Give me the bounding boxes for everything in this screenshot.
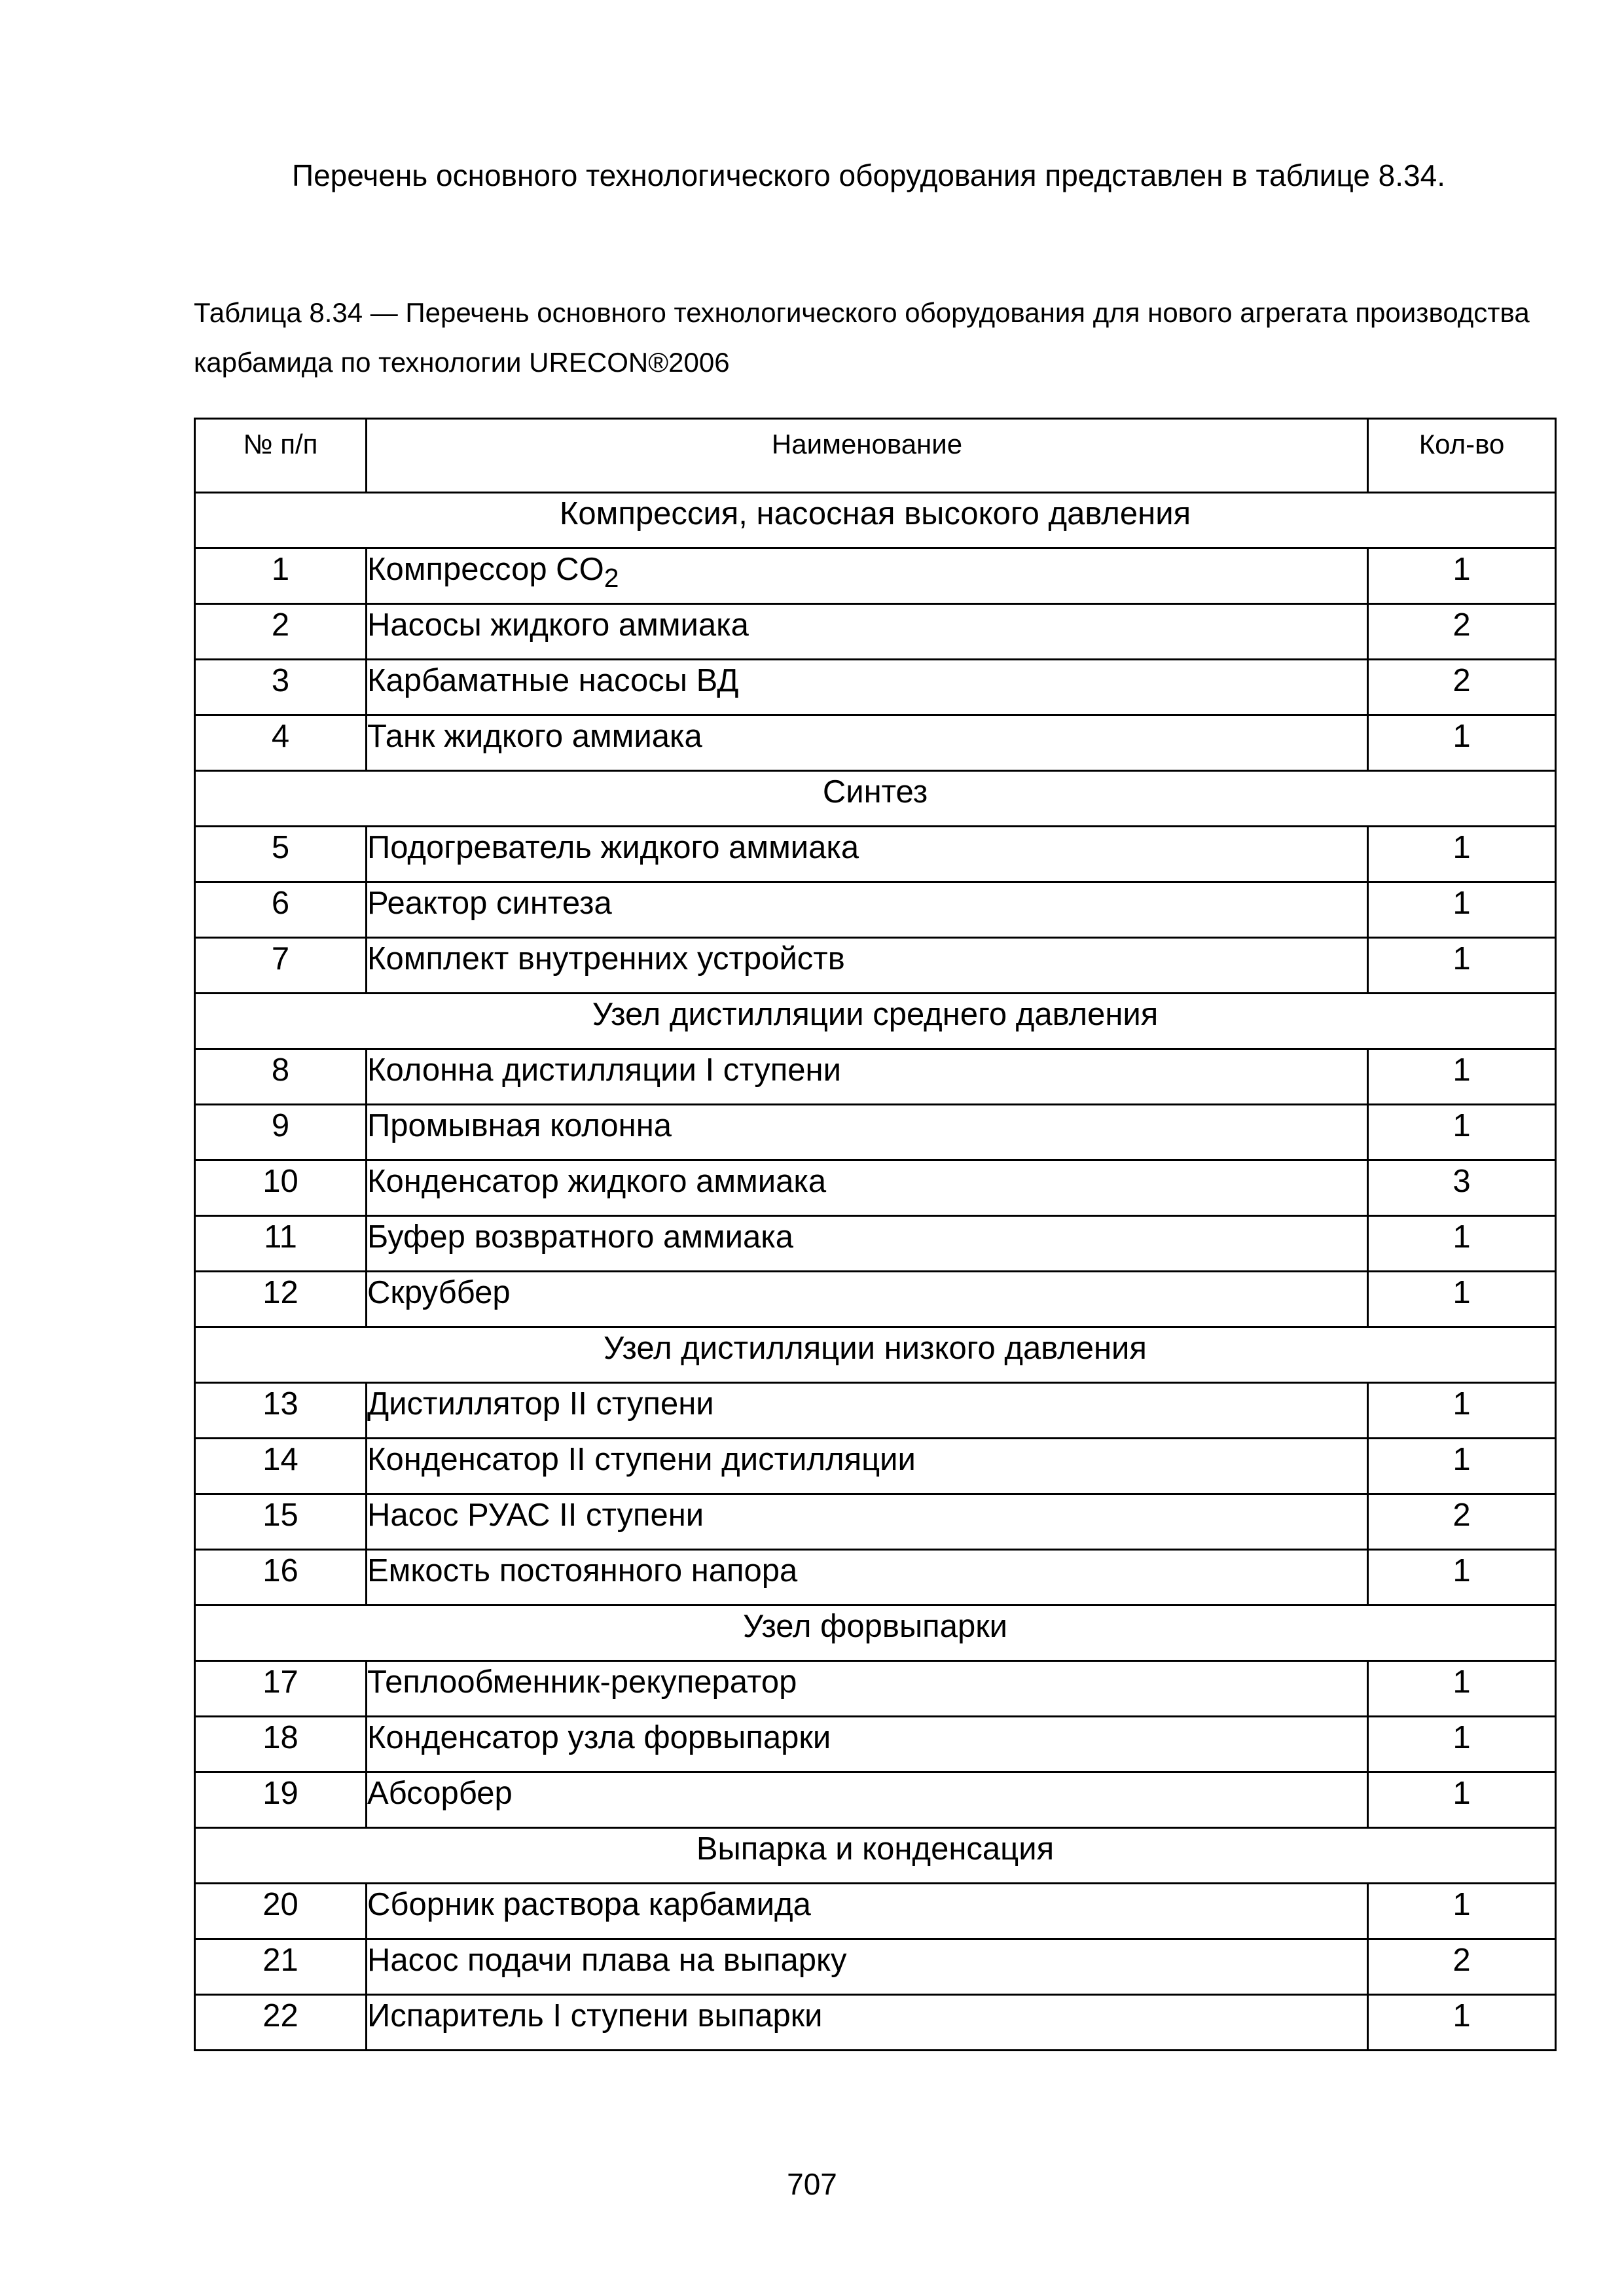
header-name: Наименование — [367, 419, 1368, 493]
row-number: 12 — [195, 1272, 367, 1327]
table-row — [195, 604, 1556, 660]
row-quantity: 1 — [1368, 1550, 1556, 1605]
page-number: 707 — [787, 2167, 837, 2201]
table-row — [195, 1105, 1556, 1160]
section-row — [195, 493, 1556, 548]
header-quantity: Кол-во — [1368, 419, 1556, 493]
row-name-cell — [367, 1717, 1368, 1772]
row-quantity: 1 — [1368, 1995, 1556, 2051]
row-name: Теплообменник-рекуператор — [367, 1664, 797, 1700]
row-name: Сборник раствора карбамида — [367, 1887, 811, 1922]
row-number: 4 — [195, 715, 367, 771]
row-number: 19 — [195, 1772, 367, 1828]
row-name: Испаритель I ступени выпарки — [367, 1998, 823, 2034]
row-name-cell — [367, 548, 1368, 604]
row-name-cell — [367, 1550, 1368, 1605]
table-caption: Таблица 8.34 — Перечень основного технологического оборудования для нового агрегата производства карбамида по технологии URECON®2006 — [194, 297, 1530, 378]
section-title: Узел дистилляции низкого давления — [195, 1327, 1556, 1383]
row-number: 13 — [195, 1383, 367, 1439]
section-row — [195, 1828, 1556, 1884]
row-name-subscript: 2 — [604, 562, 619, 593]
row-name: Насос РУАС II ступени — [367, 1498, 704, 1533]
section-row — [195, 771, 1556, 827]
row-quantity: 2 — [1368, 660, 1556, 715]
section-title: Узел дистилляции среднего давления — [195, 994, 1556, 1049]
row-name: Скруббер — [367, 1275, 511, 1310]
section-title: Синтез — [195, 771, 1556, 827]
row-quantity: 1 — [1368, 827, 1556, 882]
row-quantity: 1 — [1368, 1049, 1556, 1105]
equipment-table — [194, 418, 1557, 2051]
table-row — [195, 1995, 1556, 2051]
row-quantity: 1 — [1368, 1717, 1556, 1772]
row-quantity: 1 — [1368, 548, 1556, 604]
row-quantity: 1 — [1368, 1216, 1556, 1272]
row-quantity: 1 — [1368, 1383, 1556, 1439]
row-name: Насос подачи плава на выпарку — [367, 1943, 847, 1978]
table-row — [195, 1772, 1556, 1828]
row-number: 14 — [195, 1439, 367, 1494]
row-quantity: 1 — [1368, 715, 1556, 771]
row-number: 18 — [195, 1717, 367, 1772]
row-name: Емкость постоянного напора — [367, 1553, 798, 1588]
row-number: 20 — [195, 1884, 367, 1939]
row-name: Подогреватель жидкого аммиака — [367, 830, 859, 865]
table-row — [195, 1661, 1556, 1717]
table-row — [195, 715, 1556, 771]
row-number: 11 — [195, 1216, 367, 1272]
section-title: Узел форвыпарки — [195, 1605, 1556, 1661]
row-name: Танк жидкого аммиака — [367, 719, 702, 754]
section-row — [195, 1327, 1556, 1383]
section-row — [195, 1605, 1556, 1661]
table-row — [195, 1939, 1556, 1995]
row-number: 8 — [195, 1049, 367, 1105]
table-row — [195, 1049, 1556, 1105]
row-quantity: 1 — [1368, 1439, 1556, 1494]
row-name: Буфер возвратного аммиака — [367, 1219, 793, 1255]
row-name-cell — [367, 938, 1368, 994]
row-number: 15 — [195, 1494, 367, 1550]
row-name-cell — [367, 1995, 1368, 2051]
table-row — [195, 1494, 1556, 1550]
row-name-cell — [367, 604, 1368, 660]
table-row — [195, 1550, 1556, 1605]
intro-paragraph: Перечень основного технологического оборудования представлен в таблице 8.34. — [292, 158, 1445, 192]
table-row — [195, 938, 1556, 994]
row-name-cell — [367, 715, 1368, 771]
row-name-cell — [367, 1939, 1368, 1995]
row-name-cell — [367, 1439, 1368, 1494]
row-number: 22 — [195, 1995, 367, 2051]
table-row — [195, 1160, 1556, 1216]
row-name-cell — [367, 1494, 1368, 1550]
row-number: 16 — [195, 1550, 367, 1605]
row-number: 10 — [195, 1160, 367, 1216]
row-number: 21 — [195, 1939, 367, 1995]
row-name: Дистиллятор II ступени — [367, 1386, 714, 1422]
row-name-cell — [367, 1216, 1368, 1272]
row-name: Абсорбер — [367, 1776, 513, 1811]
table-row — [195, 1439, 1556, 1494]
row-number: 3 — [195, 660, 367, 715]
row-name: Конденсатор жидкого аммиака — [367, 1164, 827, 1199]
row-name-cell — [367, 1661, 1368, 1717]
row-name-cell — [367, 1049, 1368, 1105]
row-name: Комплект внутренних устройств — [367, 941, 845, 977]
table-row — [195, 660, 1556, 715]
row-number: 2 — [195, 604, 367, 660]
row-quantity: 1 — [1368, 1772, 1556, 1828]
row-quantity: 1 — [1368, 1884, 1556, 1939]
row-quantity: 3 — [1368, 1160, 1556, 1216]
section-title: Компрессия, насосная высокого давления — [195, 493, 1556, 548]
row-name-cell — [367, 1772, 1368, 1828]
row-number: 9 — [195, 1105, 367, 1160]
row-name: Насосы жидкого аммиака — [367, 607, 749, 643]
header-number: № п/п — [195, 419, 367, 493]
row-name-cell — [367, 1884, 1368, 1939]
row-quantity: 2 — [1368, 1939, 1556, 1995]
table-row — [195, 827, 1556, 882]
row-number: 17 — [195, 1661, 367, 1717]
row-name-cell — [367, 882, 1368, 938]
table-row — [195, 1216, 1556, 1272]
table-row — [195, 882, 1556, 938]
table-row — [195, 548, 1556, 604]
row-number: 5 — [195, 827, 367, 882]
row-name-cell — [367, 660, 1368, 715]
row-name-cell — [367, 1160, 1368, 1216]
row-quantity: 2 — [1368, 604, 1556, 660]
row-name: Промывная колонна — [367, 1108, 672, 1143]
row-quantity: 1 — [1368, 882, 1556, 938]
row-name-cell — [367, 1272, 1368, 1327]
section-title: Выпарка и конденсация — [195, 1828, 1556, 1884]
row-quantity: 1 — [1368, 1661, 1556, 1717]
row-name-cell — [367, 1105, 1368, 1160]
table-body — [195, 493, 1556, 2051]
row-name: Карбаматные насосы ВД — [367, 663, 739, 698]
row-quantity: 1 — [1368, 938, 1556, 994]
row-quantity: 1 — [1368, 1105, 1556, 1160]
table-header-row — [195, 419, 1556, 493]
table-row — [195, 1717, 1556, 1772]
row-name-cell — [367, 1383, 1368, 1439]
row-number: 7 — [195, 938, 367, 994]
row-name: Колонна дистилляции I ступени — [367, 1052, 841, 1088]
row-quantity: 2 — [1368, 1494, 1556, 1550]
row-name-cell — [367, 827, 1368, 882]
row-number: 1 — [195, 548, 367, 604]
section-row — [195, 994, 1556, 1049]
table-row — [195, 1383, 1556, 1439]
row-quantity: 1 — [1368, 1272, 1556, 1327]
row-name: Компрессор CO — [367, 552, 604, 587]
row-number: 6 — [195, 882, 367, 938]
table-row — [195, 1272, 1556, 1327]
row-name: Конденсатор II ступени дистилляции — [367, 1442, 916, 1477]
table-row — [195, 1884, 1556, 1939]
row-name: Конденсатор узла форвыпарки — [367, 1720, 831, 1755]
row-name: Реактор синтеза — [367, 886, 612, 921]
